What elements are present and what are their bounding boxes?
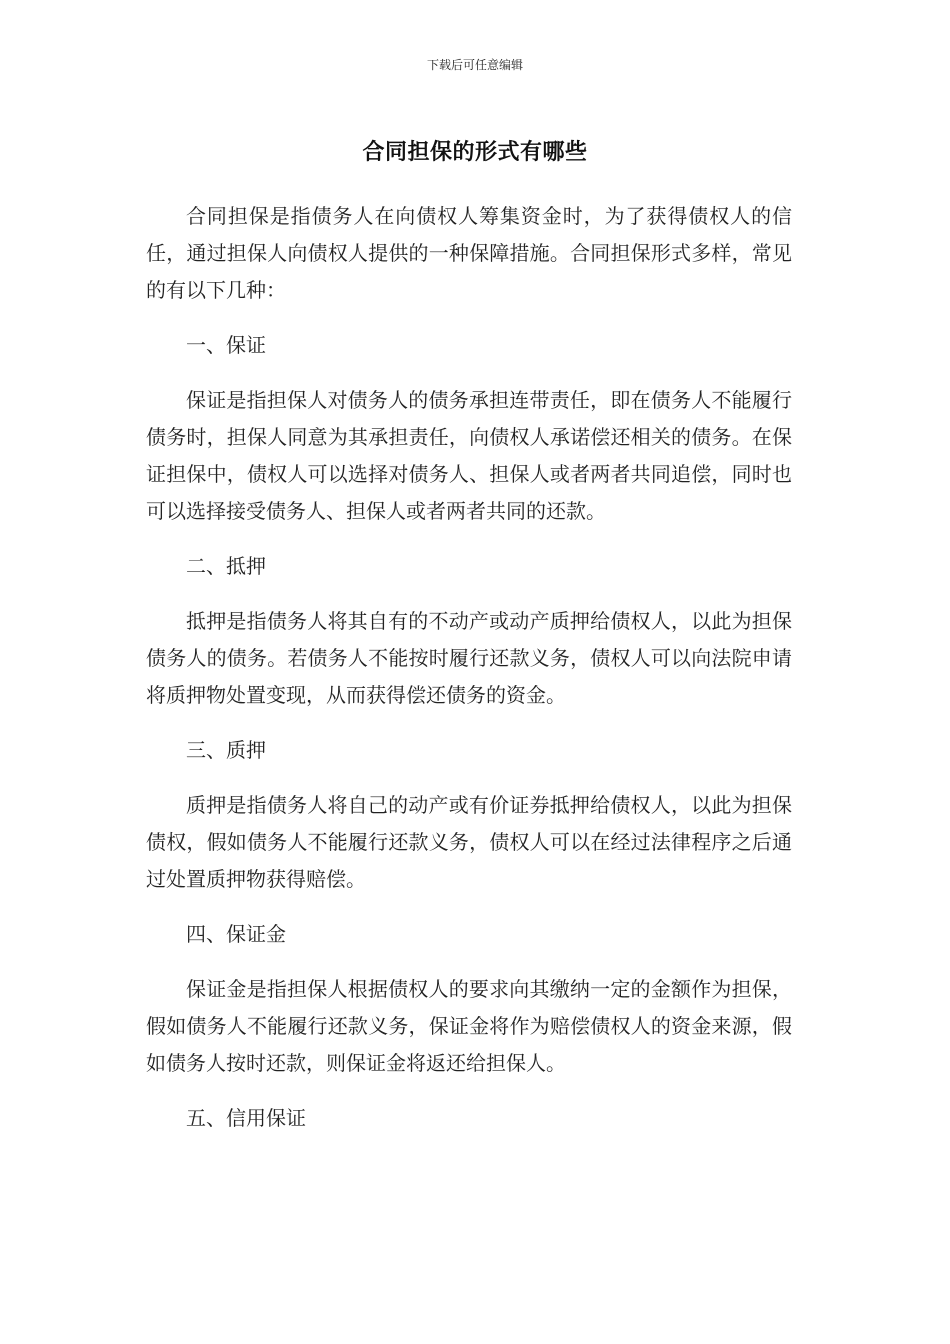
guarantee-paragraph: 保证是指担保人对债务人的债务承担连带责任，即在债务人不能履行债务时，担保人同意为其承担责任，向债权人承诺偿还相关的债务。在保证担保中，债权人可以选择对债务人、担保人或者两者共同追偿，同时也可以选择接受债务人、担保人或者两者共同的还款。 bbox=[146, 388, 792, 523]
mortgage-paragraph: 抵押是指债务人将其自有的不动产或动产质押给债权人，以此为担保债务人的债务。若债务人不能按时履行还款义务，债权人可以向法院申请将质押物处置变现，从而获得偿还债务的资金。 bbox=[146, 609, 792, 707]
section-heading-guarantee: 一、保证 bbox=[186, 333, 266, 357]
header-note: 下载后可任意编辑 bbox=[426, 58, 523, 72]
pledge-paragraph: 质押是指债务人将自己的动产或有价证券抵押给债权人，以此为担保债权，假如债务人不能履行还款义务，债权人可以在经过法律程序之后通过处置质押物获得赔偿。 bbox=[146, 793, 792, 891]
intro-paragraph: 合同担保是指债务人在向债权人筹集资金时，为了获得债权人的信任，通过担保人向债权人提供的一种保障措施。合同担保形式多样，常见的有以下几种： bbox=[146, 204, 792, 302]
document-body bbox=[146, 198, 792, 1155]
section-heading-credit-guarantee: 五、信用保证 bbox=[186, 1106, 306, 1130]
document-title: 合同担保的形式有哪些 bbox=[362, 140, 588, 165]
deposit-paragraph: 保证金是指担保人根据债权人的要求向其缴纳一定的金额作为担保，假如债务人不能履行还款义务，保证金将作为赔偿债权人的资金来源，假如债务人按时还款，则保证金将返还给担保人。 bbox=[146, 977, 792, 1075]
section-heading-pledge: 三、质押 bbox=[186, 738, 266, 762]
section-heading-deposit: 四、保证金 bbox=[186, 922, 286, 946]
section-heading-mortgage: 二、抵押 bbox=[186, 554, 266, 578]
